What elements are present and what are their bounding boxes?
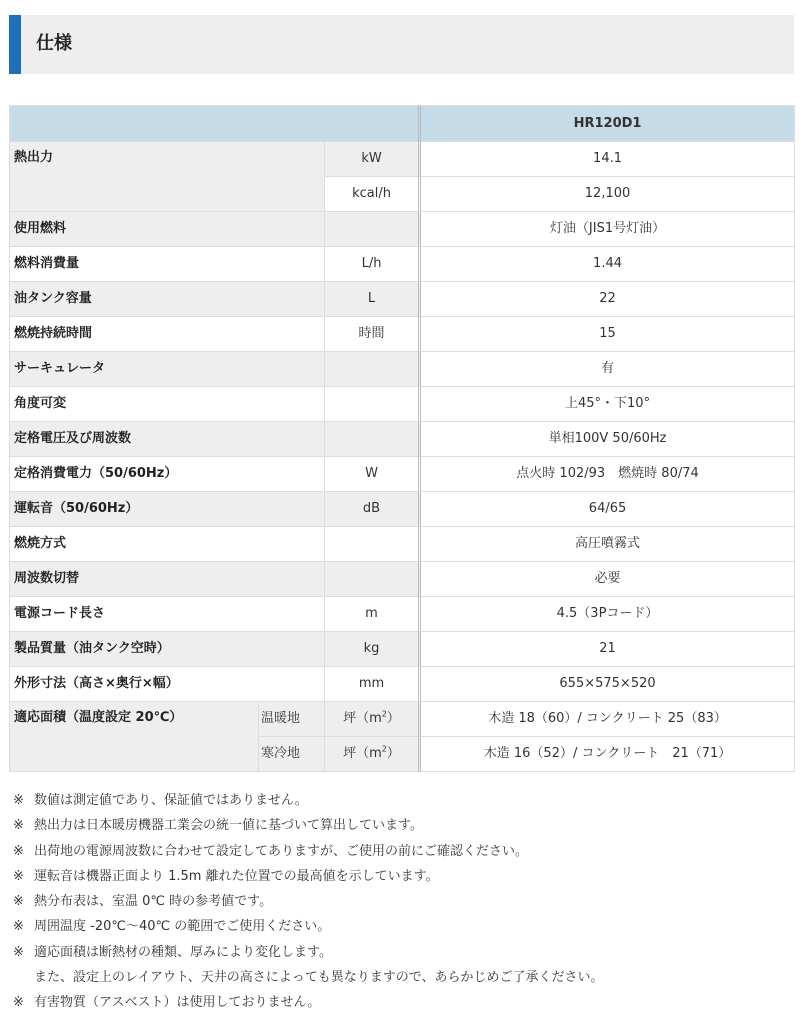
note-mark: ※ [13, 894, 24, 910]
row-label: 油タンク容量 [10, 282, 325, 317]
notes-list [13, 788, 793, 1016]
unit-text-end: ） [386, 746, 400, 761]
row-label: 燃焼方式 [10, 527, 325, 562]
note-item [13, 864, 793, 889]
row-value: 有 [420, 352, 795, 387]
row-label: 燃焼持続時間 [10, 317, 325, 352]
row-unit [325, 702, 420, 737]
unit-text: 坪（m [343, 746, 382, 761]
row-unit: kg [325, 632, 420, 667]
table-row [10, 527, 795, 562]
row-unit [325, 422, 420, 457]
header-blank-cell [10, 106, 420, 142]
section-header [9, 15, 794, 74]
note-mark: ※ [13, 818, 24, 834]
note-item [13, 889, 793, 914]
note-text: 熱分布表は、室温 0℃ 時の参考値です。 [34, 894, 273, 910]
section-accent-bar [9, 15, 21, 74]
row-value: 64/65 [420, 492, 795, 527]
table-row [10, 282, 795, 317]
row-value: 21 [420, 632, 795, 667]
row-label: 定格消費電力（50/60Hz） [10, 457, 325, 492]
row-value: 12,100 [420, 177, 795, 212]
row-unit [325, 527, 420, 562]
row-value: 14.1 [420, 142, 795, 177]
row-label: サーキュレータ [10, 352, 325, 387]
spec-table [9, 105, 795, 772]
note-text: 有害物質（アスベスト）は使用しておりません。 [34, 995, 321, 1011]
row-value: 灯油（JIS1号灯油） [420, 212, 795, 247]
row-value: 22 [420, 282, 795, 317]
unit-text: 坪（m [343, 711, 382, 726]
table-row [10, 352, 795, 387]
table-header-row [10, 106, 795, 142]
row-label: 電源コード長さ [10, 597, 325, 632]
unit-superscript: 2 [381, 709, 387, 719]
table-row [10, 667, 795, 702]
row-value: 点火時 102/93 燃焼時 80/74 [420, 457, 795, 492]
table-row [10, 212, 795, 247]
table-row [10, 457, 795, 492]
note-mark: ※ [13, 944, 24, 960]
note-item [13, 839, 793, 864]
row-value: 必要 [420, 562, 795, 597]
table-row [10, 492, 795, 527]
row-value: 上45°・下10° [420, 387, 795, 422]
table-row [10, 597, 795, 632]
row-value: 木造 16（52）/ コンクリート 21（71） [420, 737, 795, 772]
table-row [10, 702, 795, 737]
row-unit: m [325, 597, 420, 632]
row-label: 熱出力 [10, 142, 325, 212]
note-item [13, 914, 793, 939]
region-label-warm: 温暖地 [259, 702, 325, 737]
note-text: 熱出力は日本暖房機器工業会の統一値に基づいて算出しています。 [34, 818, 423, 834]
row-value: 1.44 [420, 247, 795, 282]
row-unit [325, 562, 420, 597]
table-row [10, 387, 795, 422]
unit-text-end: ） [386, 711, 400, 726]
row-unit [325, 387, 420, 422]
row-unit [325, 212, 420, 247]
note-item [13, 813, 793, 838]
note-text: 出荷地の電源周波数に合わせて設定してありますが、ご使用の前にご確認ください。 [34, 843, 529, 859]
row-unit: L [325, 282, 420, 317]
table-row [10, 317, 795, 352]
row-unit: dB [325, 492, 420, 527]
row-label: 運転音（50/60Hz） [10, 492, 325, 527]
note-mark: ※ [13, 868, 24, 884]
unit-superscript: 2 [381, 744, 387, 754]
note-text: 運転音は機器正面より 1.5m 離れた位置での最高値を示しています。 [34, 868, 439, 884]
note-item [13, 990, 793, 1015]
note-mark: ※ [13, 919, 24, 935]
table-row [10, 632, 795, 667]
note-item [13, 788, 793, 813]
row-unit: kW [325, 142, 420, 177]
note-text: また、設定上のレイアウト、天井の高さによっても異なりますので、あらかじめご了承ください。 [34, 970, 604, 986]
note-text: 数値は測定値であり、保証値ではありません。 [34, 793, 308, 808]
model-name: HR120D1 [420, 106, 795, 142]
row-label: 角度可変 [10, 387, 325, 422]
row-unit: 時間 [325, 317, 420, 352]
row-label: 外形寸法（高さ×奥行×幅） [10, 667, 325, 702]
table-row [10, 142, 795, 177]
row-unit: kcal/h [325, 177, 420, 212]
row-value: 4.5（3Pコード） [420, 597, 795, 632]
row-value: 高圧噴霧式 [420, 527, 795, 562]
note-text: 周囲温度 -20℃～40℃ の範囲でご使用ください。 [34, 919, 331, 935]
section-title: 仕様 [36, 33, 72, 54]
row-value: 単相100V 50/60Hz [420, 422, 795, 457]
row-value: 木造 18（60）/ コンクリート 25（83） [420, 702, 795, 737]
row-label: 定格電圧及び周波数 [10, 422, 325, 457]
table-row [10, 562, 795, 597]
note-continuation [13, 965, 793, 990]
note-mark: ※ [13, 843, 24, 859]
row-unit [325, 352, 420, 387]
row-label: 使用燃料 [10, 212, 325, 247]
table-row [10, 247, 795, 282]
note-mark: ※ [13, 995, 24, 1011]
row-value: 15 [420, 317, 795, 352]
row-label: 周波数切替 [10, 562, 325, 597]
row-unit: mm [325, 667, 420, 702]
row-unit: W [325, 457, 420, 492]
table-row [10, 422, 795, 457]
row-label: 燃料消費量 [10, 247, 325, 282]
row-label: 適応面積（温度設定 20℃） [10, 702, 259, 772]
row-label: 製品質量（油タンク空時） [10, 632, 325, 667]
row-unit [325, 737, 420, 772]
region-label-cold: 寒冷地 [259, 737, 325, 772]
row-unit: L/h [325, 247, 420, 282]
note-mark: ※ [13, 793, 24, 808]
note-text: 適応面積は断熱材の種類、厚みにより変化します。 [34, 944, 332, 960]
row-value: 655×575×520 [420, 667, 795, 702]
note-item [13, 940, 793, 965]
